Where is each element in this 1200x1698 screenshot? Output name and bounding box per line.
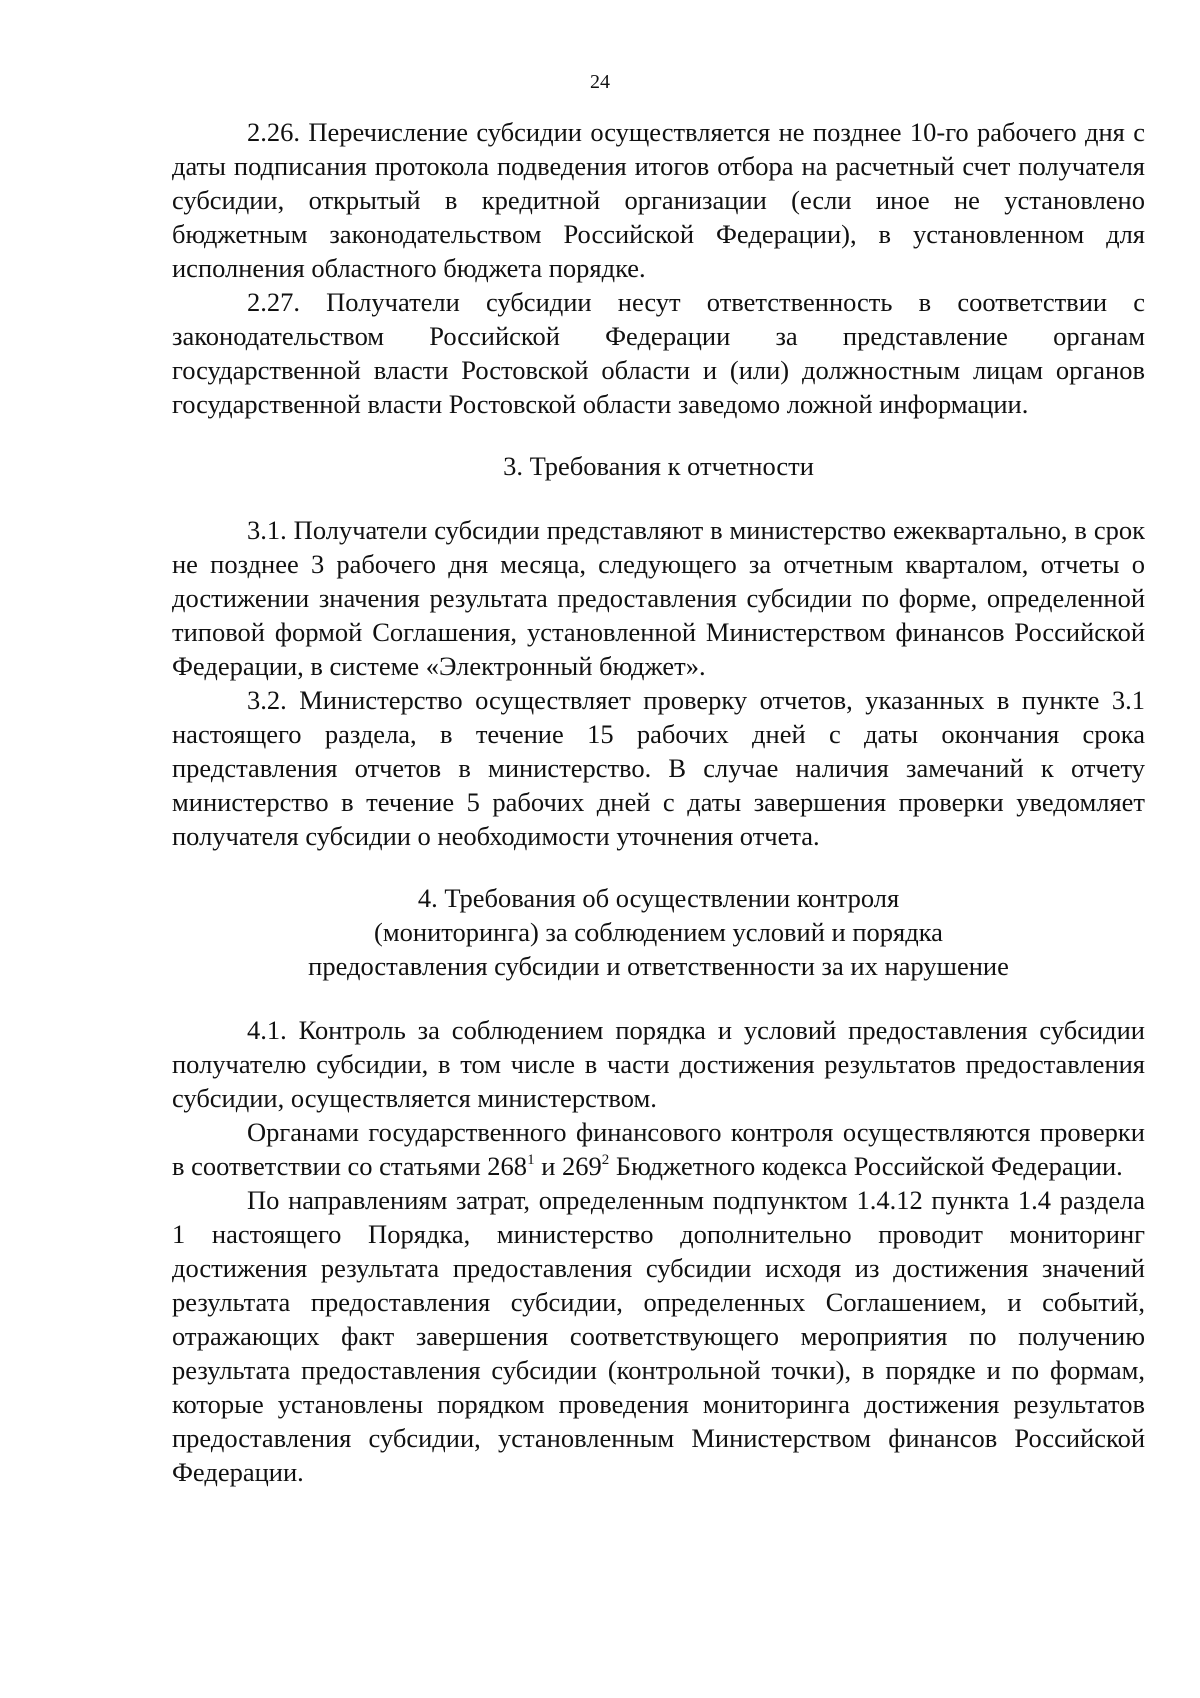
- section-3-heading: 3. Требования к отчетности: [503, 451, 814, 481]
- section-4-heading-line-3: предоставления субсидии и ответственности за их нарушение: [308, 951, 1009, 981]
- paragraph-4-1: 4.1. Контроль за соблюдением порядка и условий предоставления субсидии получателю субсидии, в том числе в части достижения результатов предоставления субсидии, осуществляется министерством.: [172, 1015, 1145, 1113]
- paragraph-2-27: 2.27. Получатели субсидии несут ответственность в соответствии с законодательством Российской Федерации за представление органам государственной власти Ростовской области и (или) должностным лицам органов государственной власти Ростовской области заведомо ложной информации.: [172, 287, 1145, 419]
- article-268-superscript: 1: [527, 1152, 535, 1168]
- document-body: [172, 115, 1145, 1489]
- page-number: 24: [590, 71, 610, 93]
- section-4-heading-line-1: 4. Требования об осуществлении контроля: [417, 883, 900, 913]
- paragraph-2-26: 2.26. Перечисление субсидии осуществляется не позднее 10-го рабочего дня с даты подписания протокола подведения итогов отбора на расчетный счет получателя субсидии, открытый в кредитной организации (если иное не установлено бюджетным законодательством Российской Федерации), в установленном для исполнения областного бюджета порядке.: [172, 117, 1145, 283]
- paragraph-financial-control: [172, 1115, 1145, 1183]
- article-269-superscript: 2: [601, 1152, 610, 1168]
- paragraph-3-2: 3.2. Министерство осуществляет проверку отчетов, указанных в пункте 3.1 настоящего раздела, в течение 15 рабочих дней с даты окончания срока представления отчетов в министерство. В случае наличия замечаний к отчету министерство в течение 5 рабочих дней с даты завершения проверки уведомляет получателя субсидии о необходимости уточнения отчета.: [172, 685, 1145, 851]
- financial-control-text-after: Бюджетного кодекса Российской Федерации.: [609, 1151, 1123, 1181]
- financial-control-text-middle: и 269: [534, 1151, 602, 1181]
- paragraph-monitoring: По направлениям затрат, определенным подпунктом 1.4.12 пункта 1.4 раздела 1 настоящего Порядка, министерство дополнительно проводит мониторинг достижения результата предоставления субсидии исходя из достижения значений результата предоставления субсидии, определенных Соглашением, и событий, отражающих факт завершения соответствующего мероприятия по получению результата предоставления субсидии (контрольной точки), в порядке и по формам, которые установлены порядком проведения мониторинга достижения результатов предоставления субсидии, установленным Министерством финансов Российской Федерации.: [172, 1185, 1145, 1487]
- section-4-heading: [172, 881, 1145, 983]
- section-4-heading-line-2: (мониторинга) за соблюдением условий и порядка: [374, 917, 943, 947]
- paragraph-3-1: 3.1. Получатели субсидии представляют в министерство ежеквартально, в срок не позднее 3 рабочего дня месяца, следующего за отчетным кварталом, отчеты о достижении значения результата предоставления субсидии по форме, определенной типовой формой Соглашения, установленной Министерством финансов Российской Федерации, в системе «Электронный бюджет».: [172, 515, 1145, 681]
- financial-control-text-before: Органами государственного финансового контроля осуществляются проверки в соответствии со статьями 268: [172, 1117, 1145, 1181]
